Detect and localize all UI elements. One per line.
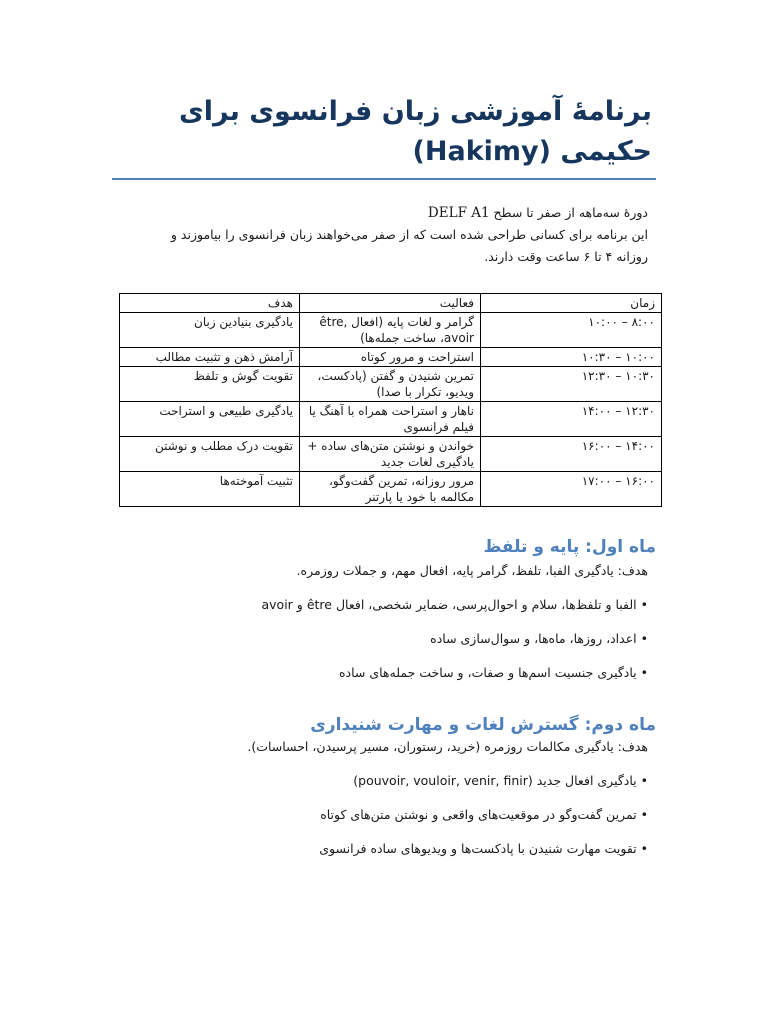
row-time: ۸:۰۰ – ۱۰:۰۰	[481, 313, 662, 348]
row-goal: تثبیت آموخته‌ها	[120, 472, 300, 507]
row-time: ۱۶:۰۰ – ۱۷:۰۰	[481, 472, 662, 507]
row-activity: تمرین شنیدن و گفتن (پادکست، ویدیو، تکرار با صدا)	[300, 367, 481, 402]
month1-bullet: • اعداد، روزها، ماه‌ها، و سوال‌سازی ساده	[430, 631, 648, 646]
row-goal: تقویت درک مطلب و نوشتن	[120, 437, 300, 472]
month2-goal: هدف: یادگیری مکالمات روزمره (خرید، رستوران، مسیر پرسیدن، احساسات).	[247, 739, 648, 754]
row-goal: آرامش ذهن و تثبیت مطالب	[120, 348, 300, 367]
table-row	[120, 402, 662, 437]
intro-line-2: این برنامه برای کسانی طراحی شده است که از صفر می‌خواهند زبان فرانسوی را بیاموزند و	[170, 227, 648, 242]
table-row	[120, 472, 662, 507]
row-activity: ناهار و استراحت همراه با آهنگ یا فیلم فرانسوی	[300, 402, 481, 437]
row-time: ۱۰:۰۰ – ۱۰:۳۰	[481, 348, 662, 367]
month1-goal: هدف: یادگیری الفبا، تلفظ، گرامر پایه، افعال مهم، و جملات روزمره.	[296, 563, 648, 578]
row-activity: خواندن و نوشتن متن‌های ساده + یادگیری لغات جدید	[300, 437, 481, 472]
row-time: ۱۲:۳۰ – ۱۴:۰۰	[481, 402, 662, 437]
table-row	[120, 367, 662, 402]
row-goal: تقویت گوش و تلفظ	[120, 367, 300, 402]
schedule-table	[119, 293, 662, 507]
intro-course-prefix: دورهٔ سه‌ماهه از صفر تا سطح	[489, 205, 648, 220]
table-row	[120, 437, 662, 472]
header-goal: هدف	[120, 294, 300, 313]
schedule-header-row	[120, 294, 662, 313]
intro-line-3: روزانه ۴ تا ۶ ساعت وقت دارند.	[484, 249, 648, 264]
document-page	[112, 92, 656, 859]
month2-section	[112, 713, 656, 859]
intro-course-level: DELF A1	[427, 205, 490, 221]
table-row	[120, 313, 662, 348]
month2-bullet: • تمرین گفت‌وگو در موقعیت‌های واقعی و نوشتن متن‌های کوتاه	[320, 807, 648, 822]
month2-heading: ماه دوم: گسترش لغات و مهارت شنیداری	[310, 715, 656, 735]
month1-bullet: • الفبا و تلفظ‌ها، سلام و احوال‌پرسی، ضمایر شخصی، افعال être و avoir	[261, 597, 648, 612]
page-title: برنامهٔ آموزشی زبان فرانسوی برای حکیمی (Hakimy)	[112, 92, 656, 180]
row-goal: یادگیری طبیعی و استراحت	[120, 402, 300, 437]
row-time: ۱۴:۰۰ – ۱۶:۰۰	[481, 437, 662, 472]
intro	[112, 202, 656, 268]
month2-bullet: • یادگیری افعال جدید (pouvoir, vouloir, venir, finir)	[353, 773, 648, 788]
intro-course-line	[112, 202, 648, 224]
month1-section	[112, 535, 656, 683]
table-row	[120, 348, 662, 367]
row-goal: یادگیری بنیادین زبان	[120, 313, 300, 348]
row-activity: استراحت و مرور کوتاه	[300, 348, 481, 367]
month2-bullet: • تقویت مهارت شنیدن با پادکست‌ها و ویدیوهای ساده فرانسوی	[319, 841, 648, 856]
month1-bullet: • یادگیری جنسیت اسم‌ها و صفات، و ساخت جمله‌های ساده	[338, 665, 648, 680]
row-activity: گرامر و لغات پایه (افعال être, avoir، ساخت جمله‌ها)	[300, 313, 481, 348]
row-activity: مرور روزانه، تمرین گفت‌وگو، مکالمه با خود یا پارتنر	[300, 472, 481, 507]
header-activity: فعالیت	[300, 294, 481, 313]
header-time: زمان	[481, 294, 662, 313]
row-time: ۱۰:۳۰ – ۱۲:۳۰	[481, 367, 662, 402]
month1-heading: ماه اول: پایه و تلفظ	[483, 537, 656, 557]
